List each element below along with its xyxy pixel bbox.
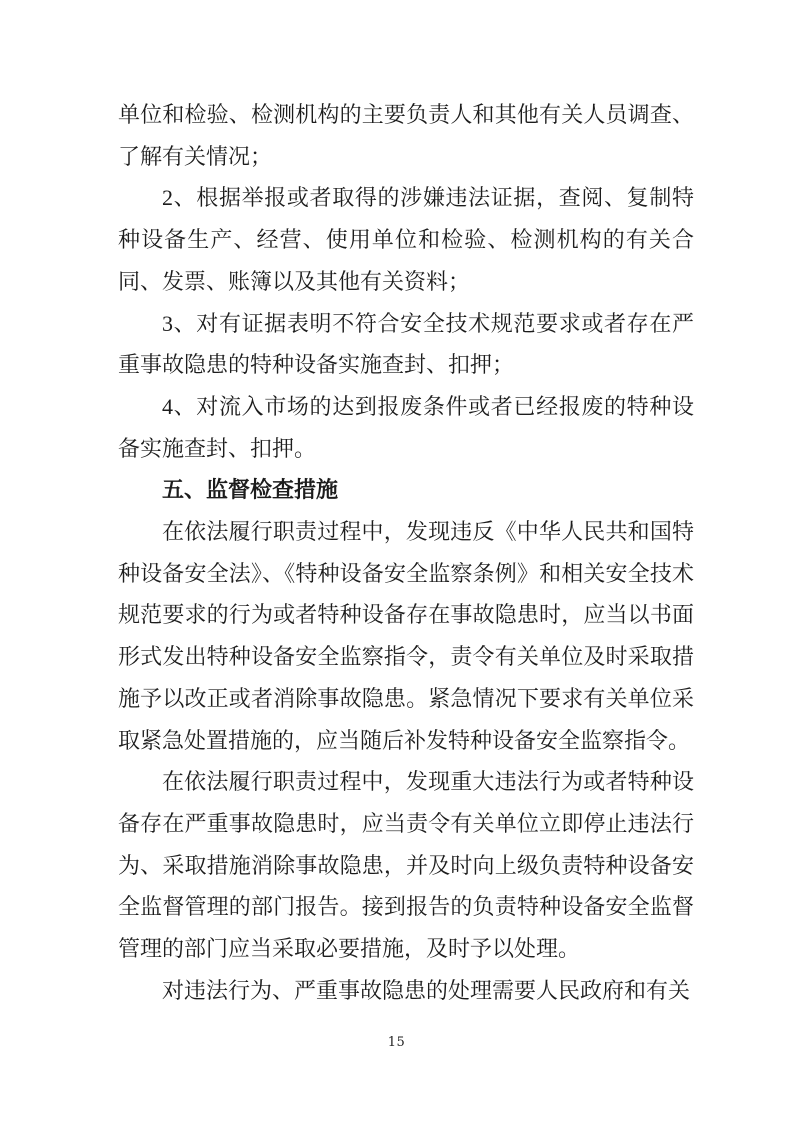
paragraph: 2、根据举报或者取得的涉嫌违法证据，查阅、复制特种设备生产、经营、使用单位和检验、检测机构的有关合同、发票、账簿以及其他有关资料； (118, 185, 694, 294)
page-number: 15 (387, 1035, 406, 1050)
paragraph: 单位和检验、检测机构的主要负责人和其他有关人员调查、了解有关情况； (118, 102, 694, 169)
document-body (118, 94, 694, 1011)
paragraph: 在依法履行职责过程中，发现违反《中华人民共和国特种设备安全法》、《特种设备安全监察条例》和相关安全技术规范要求的行为或者特种设备存在事故隐患时，应当以书面形式发出特种设备安全监察指令，责令有关单位及时采取措施予以改正或者消除事故隐患。紧急情况下要求有关单位采取紧急处置措施的，应当随后补发特种设备安全监察指令。 (118, 519, 694, 753)
paragraph: 3、对有证据表明不符合安全技术规范要求或者存在严重事故隐患的特种设备实施查封、扣押； (118, 310, 694, 378)
paragraph: 对违法行为、严重事故隐患的处理需要人民政府和有关 (162, 977, 691, 1003)
paragraph: 4、对流入市场的达到报废条件或者已经报废的特种设备实施查封、扣押。 (118, 393, 694, 461)
section-heading: 五、监督检查措施 (162, 477, 339, 503)
paragraph: 在依法履行职责过程中，发现重大违法行为或者特种设备存在严重事故隐患时，应当责令有关单位立即停止违法行为、采取措施消除事故隐患，并及时向上级负责特种设备安全监督管理的部门报告。接到报告的负责特种设备安全监督管理的部门应当采取必要措施，及时予以处理。 (118, 769, 694, 962)
